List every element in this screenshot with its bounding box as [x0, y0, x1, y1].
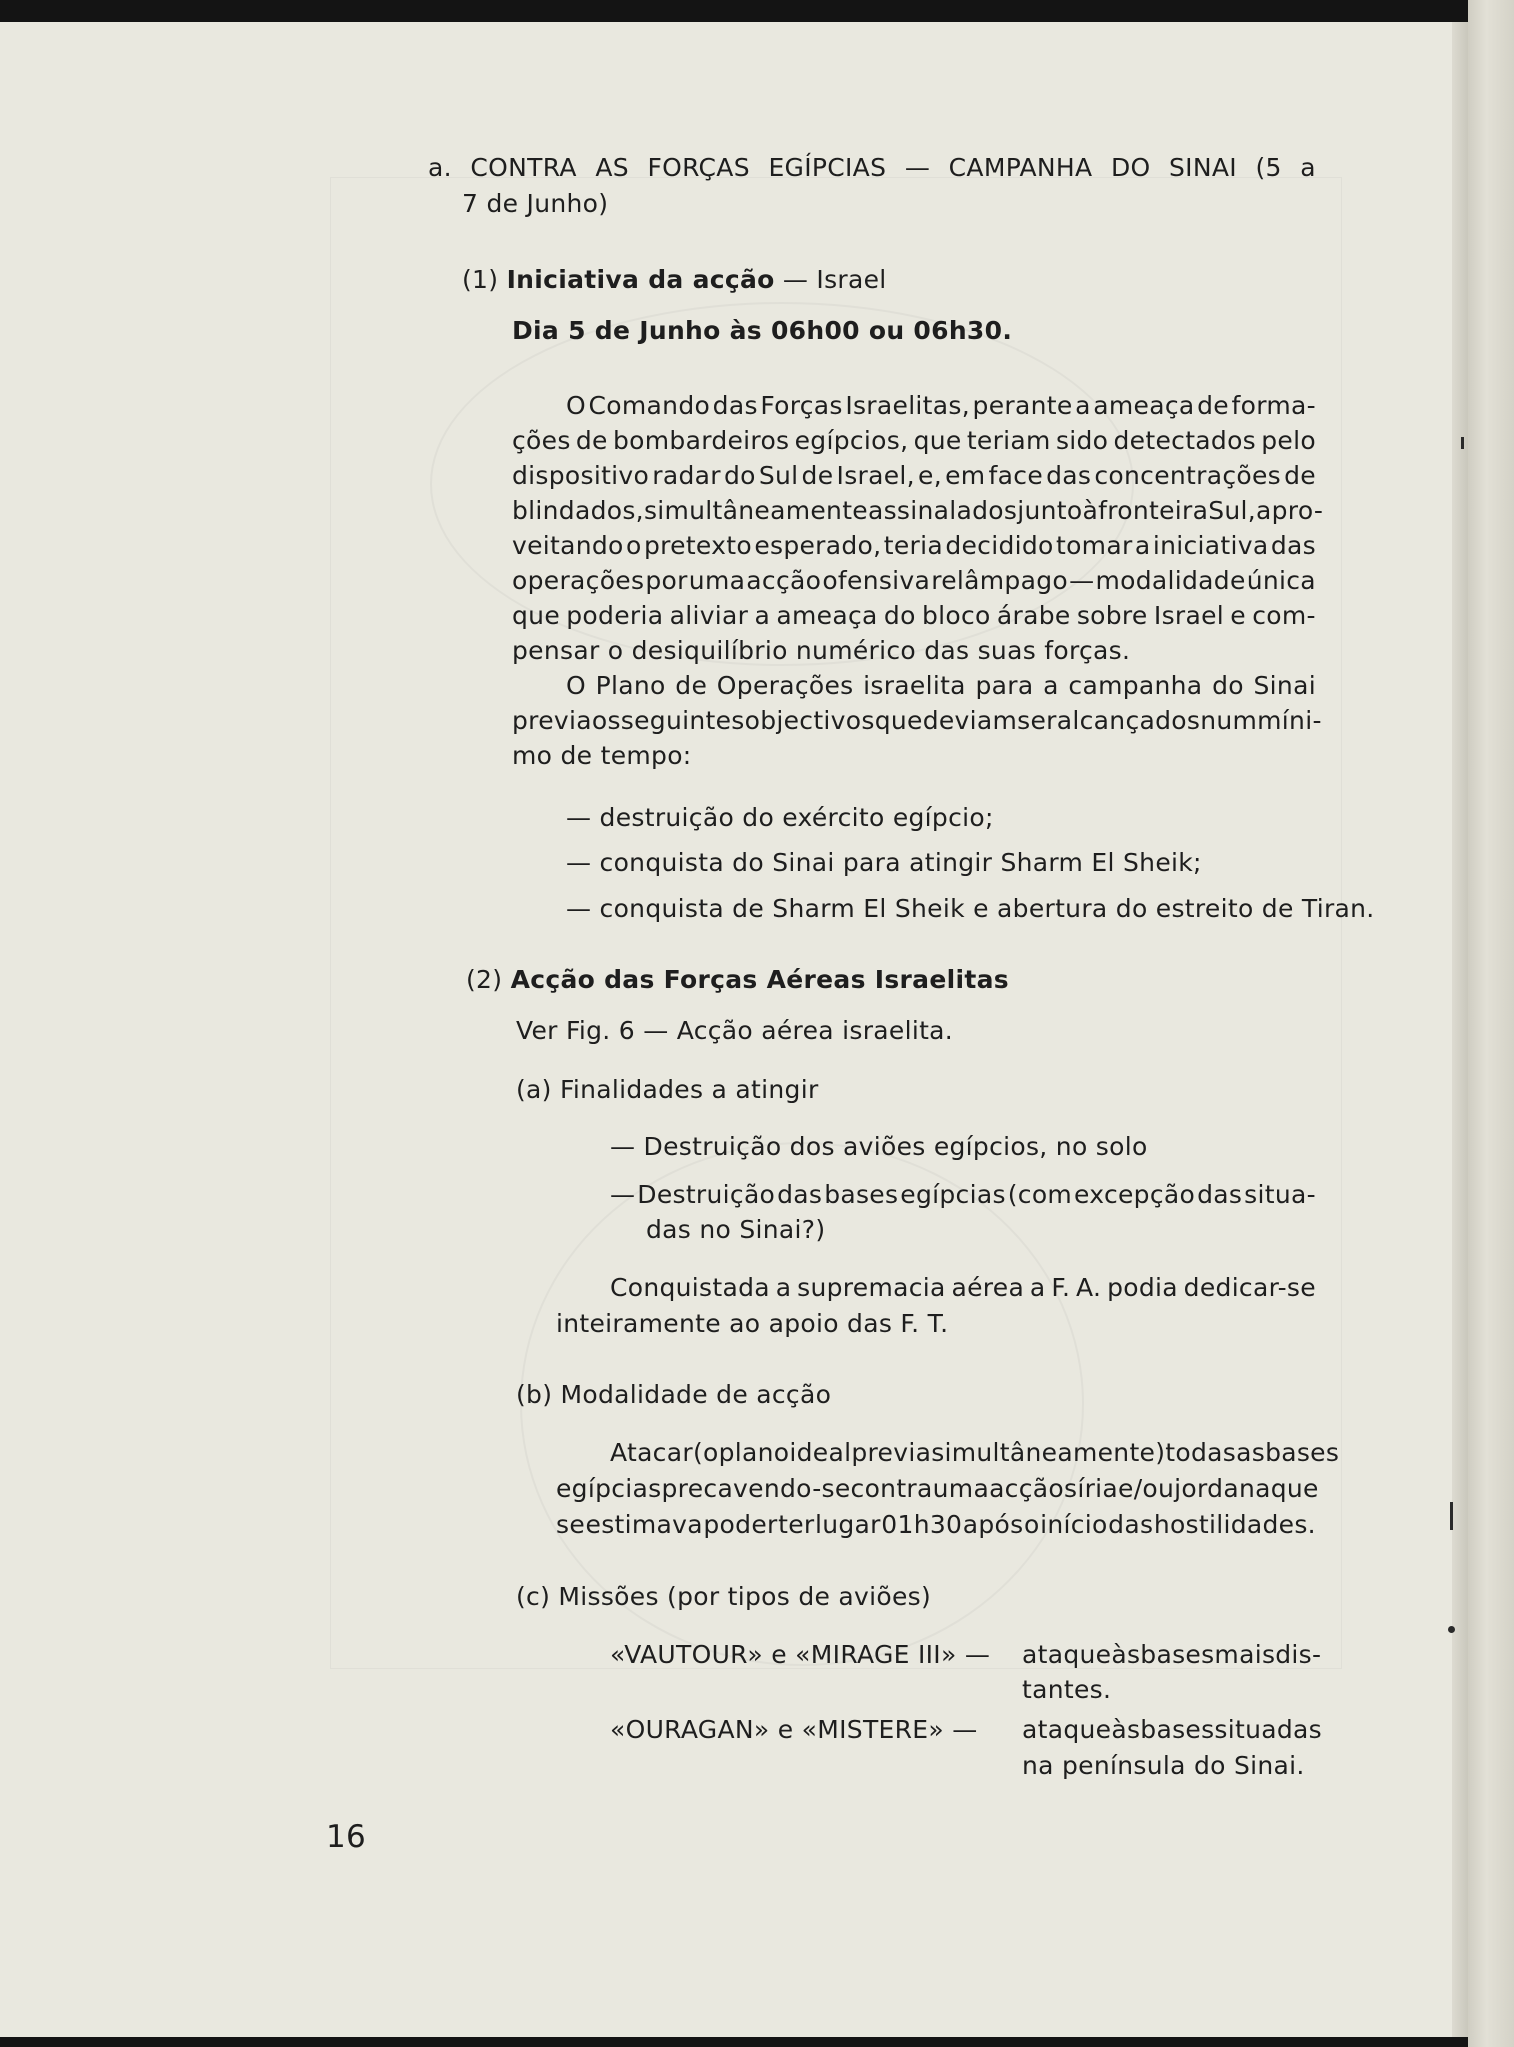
paragraph-text-word: uma: [932, 1474, 990, 1503]
page-spine-shadow: [1452, 22, 1468, 2037]
paragraph-text-word: poderia: [566, 601, 664, 630]
paragraph-text-word: aliviar: [669, 601, 749, 630]
paragraph-text-word: se: [556, 1510, 586, 1539]
section-heading-text-word: —: [904, 153, 931, 182]
paragraph-text-word: que: [512, 601, 560, 630]
paragraph-text-word: ofensiva: [822, 566, 931, 595]
paragraph-text-word: precavendo-se: [661, 1474, 851, 1503]
paragraph-text-word: alcançados: [1056, 706, 1201, 735]
item-c-heading: (c) Missões (por tipos de aviões): [516, 1582, 932, 1611]
paragraph-text-word: iniciativa: [1152, 531, 1269, 560]
paragraph-text-word: a: [754, 601, 771, 630]
paragraph-text-word: pelo: [1261, 426, 1316, 455]
paragraph-text-word: lugar: [815, 1510, 881, 1539]
paragraph-text-word: blindados,: [512, 496, 644, 525]
subsection-2-heading: [466, 962, 1009, 997]
paragraph-text-word: perante: [972, 391, 1073, 420]
paragraph-text-word: apro-: [1256, 496, 1324, 525]
mission-task-text-word: bases: [1140, 1640, 1215, 1669]
paragraph-text-word: Comando: [588, 391, 711, 420]
paragraph-text-word: plano: [718, 1438, 790, 1467]
mission-2-aircraft: «OURAGAN» e «MISTERE» —: [610, 1715, 978, 1744]
paragraph-text-word: à: [1082, 496, 1099, 525]
paragraph-text-word: do: [723, 461, 756, 490]
paragraph-text-word: das: [1270, 531, 1316, 560]
objective-item: — conquista de Sharm El Sheik e abertura do estreito de Tiran.: [566, 894, 1375, 923]
mission-task-text-word: bases: [1140, 1715, 1215, 1744]
paragraph-text-word: tomar: [1055, 531, 1133, 560]
section-heading-text-word: SINAI: [1169, 153, 1237, 182]
paragraph-text-word: 01h30: [881, 1510, 963, 1539]
bullet-text-word: bases: [824, 1180, 899, 1209]
mission-task-text-word: às: [1111, 1715, 1141, 1744]
paragraph-text-word: face: [988, 461, 1043, 490]
item-b-heading: (b) Modalidade de acção: [516, 1380, 832, 1409]
paragraph-text-word: de: [1197, 391, 1229, 420]
paragraph-line: [556, 1471, 1319, 1506]
paragraph-text-word: objectivos: [744, 706, 875, 735]
paragraph-text-word: Forças: [760, 391, 843, 420]
paragraph-text-word: ções: [512, 426, 571, 455]
paragraph-text-word: Plano: [595, 671, 666, 700]
paragraph-text-word: das: [1046, 461, 1092, 490]
paragraph-text-word: num: [1200, 706, 1258, 735]
item-a-heading: (a) Finalidades a atingir: [516, 1075, 819, 1104]
objective-item: — conquista do Sinai para atingir Sharm El Sheik;: [566, 848, 1202, 877]
section-heading-text-word: CONTRA: [470, 153, 577, 182]
section-heading-line-2: 7 de Junho): [462, 189, 609, 218]
section-heading-text-word: EGÍPCIAS: [768, 153, 887, 182]
paragraph-text-word: ameaça: [776, 601, 878, 630]
paragraph-text-word: que: [874, 706, 923, 735]
paragraph-text-word: sobre: [1076, 601, 1148, 630]
section-heading-text-word: FORÇAS: [647, 153, 750, 182]
paragraph-text-word: do: [883, 601, 916, 630]
paragraph-text-word: ser: [1017, 706, 1057, 735]
paragraph-text-word: Conquistada: [610, 1273, 770, 1302]
item-a-bullet: — Destruição dos aviões egípcios, no solo: [610, 1132, 1148, 1161]
mission-2-task: [1022, 1712, 1322, 1747]
paragraph-text-word: estimava: [585, 1510, 703, 1539]
bullet-text-word: —: [610, 1180, 636, 1209]
paragraph-text-word: acção: [989, 1474, 1064, 1503]
paragraph-text-word: operações: [512, 566, 645, 595]
paragraph-text-word: relâmpago: [931, 566, 1068, 595]
paragraph-line: inteiramente ao apoio das F. T.: [556, 1309, 949, 1338]
objective-item: — destruição do exército egípcio;: [566, 803, 994, 832]
paragraph-text-word: supremacia: [797, 1273, 946, 1302]
paragraph-text-word: campanha: [1068, 671, 1203, 700]
subsection-subtitle: — Israel: [774, 265, 887, 294]
paragraph-text-word: com-: [1252, 601, 1316, 630]
paragraph-text-word: deviam: [922, 706, 1018, 735]
subsection-title: Acção das Forças Aéreas Israelitas: [510, 965, 1009, 994]
paragraph-text-word: sido: [1055, 426, 1109, 455]
section-heading-line-1: [428, 150, 1316, 185]
mission-task-text-word: ataque: [1022, 1715, 1112, 1744]
paragraph-text-word: bloco: [921, 601, 991, 630]
paragraph-text-word: a: [775, 1273, 792, 1302]
paragraph-text-word: Operações: [716, 671, 854, 700]
paragraph-text-word: a: [1043, 671, 1059, 700]
paragraph-text-word: junto: [1017, 496, 1083, 525]
subsection-title: Iniciativa da acção: [506, 265, 775, 294]
paragraph-text-word: Atacar: [610, 1438, 693, 1467]
bullet-text-word: excepção: [1074, 1180, 1196, 1209]
paragraph-text-word: aérea: [951, 1273, 1025, 1302]
paragraph-text-word: de: [801, 461, 834, 490]
figure-reference: Ver Fig. 6 — Acção aérea israelita.: [516, 1016, 954, 1045]
paragraph-line: pensar o desiquilíbrio numérico das suas forças.: [512, 636, 1131, 665]
paragraph-text-word: israelita: [863, 671, 966, 700]
paragraph-text-word: uma: [688, 566, 746, 595]
paragraph-text-word: forma-: [1231, 391, 1316, 420]
subsection-number: (2): [466, 965, 503, 994]
edge-mark: [1461, 437, 1464, 449]
paragraph-text-word: dedicar-se: [1183, 1273, 1316, 1302]
paragraph-text-word: a: [1075, 391, 1091, 420]
paragraph-text-word: simultâneamente): [931, 1438, 1166, 1467]
edge-mark: [1448, 1626, 1455, 1633]
paragraph-text-word: O: [566, 671, 586, 700]
mission-1-aircraft: «VAUTOUR» e «MIRAGE III» —: [610, 1640, 991, 1669]
book-page-edge: [1468, 0, 1514, 2047]
paragraph-text-word: poder: [703, 1510, 778, 1539]
paragraph-text-word: o: [1024, 1510, 1040, 1539]
mission-1-task: [1022, 1637, 1322, 1672]
paragraph-text-word: Israelitas,: [845, 391, 970, 420]
paragraph-text-word: previa: [512, 706, 592, 735]
paragraph-text-word: veitando: [512, 531, 624, 560]
paragraph-text-word: as: [1236, 1438, 1266, 1467]
date-line: Dia 5 de Junho às 06h00 ou 06h30.: [512, 316, 1013, 345]
paragraph-text-word: previa: [851, 1438, 932, 1467]
paragraph-text-word: egípcios,: [794, 426, 909, 455]
paragraph-text-word: que: [913, 426, 962, 455]
paragraph-line: [512, 528, 1316, 563]
paragraph-text-word: teria: [883, 531, 943, 560]
paragraph-text-word: e: [1230, 601, 1246, 630]
paragraph-text-word: teriam: [966, 426, 1051, 455]
mission-task-text-word: dis-: [1275, 1640, 1322, 1669]
item-a-bullet: [610, 1177, 1316, 1212]
paragraph-line: [610, 1435, 1340, 1470]
paragraph-text-word: assinalados: [867, 496, 1018, 525]
paragraph-text-word: síria: [1064, 1474, 1119, 1503]
mission-task-text-word: mais: [1214, 1640, 1276, 1669]
paragraph-text-word: A.: [1076, 1273, 1102, 1302]
paragraph-text-word: detectados: [1113, 426, 1257, 455]
mission-task-text-word: situadas: [1214, 1715, 1322, 1744]
paragraph-text-word: de: [1284, 461, 1316, 490]
paragraph-line: [512, 563, 1316, 598]
paragraph-text-word: míni-: [1257, 706, 1322, 735]
paragraph-text-word: esperado,: [754, 531, 882, 560]
paragraph-text-word: Sul,: [1208, 496, 1257, 525]
paragraph-text-word: e,: [918, 461, 942, 490]
paragraph-text-word: jordana: [1174, 1474, 1271, 1503]
bullet-text-word: das: [1197, 1180, 1243, 1209]
bullet-text-word: egípcias: [900, 1180, 1006, 1209]
paragraph-line: [566, 668, 1316, 703]
paragraph-text-word: árabe: [996, 601, 1071, 630]
paragraph-text-word: após: [962, 1510, 1024, 1539]
mission-2-task-continuation: na península do Sinai.: [1022, 1751, 1305, 1780]
page-number: 16: [326, 1819, 367, 1855]
paragraph-line: [610, 1270, 1316, 1305]
mission-1-task-continuation: tantes.: [1022, 1675, 1112, 1704]
paragraph-line: [512, 423, 1316, 458]
paragraph-text-word: dispositivo: [512, 461, 650, 490]
paragraph-text-word: ter: [778, 1510, 815, 1539]
paragraph-text-word: egípcias: [556, 1474, 662, 1503]
paragraph-text-word: de: [675, 671, 708, 700]
paragraph-line: [512, 493, 1324, 528]
paragraph-text-word: Sinai: [1253, 671, 1316, 700]
edge-mark: [1450, 1502, 1453, 1530]
bullet-text-word: das: [777, 1180, 823, 1209]
item-a-bullet-continuation: das no Sinai?): [646, 1215, 826, 1244]
paragraph-text-word: ameaça: [1093, 391, 1195, 420]
paragraph-text-word: do: [1212, 671, 1244, 700]
section-heading-text-word: a: [1300, 153, 1316, 182]
paragraph-text-word: —: [1069, 566, 1095, 595]
section-heading-text-word: CAMPANHA: [948, 153, 1093, 182]
paragraph-text-word: modalidade: [1095, 566, 1246, 595]
paragraph-text-word: Israel,: [836, 461, 915, 490]
paragraph-text-word: em: [945, 461, 986, 490]
paragraph-text-word: Sul: [758, 461, 799, 490]
paragraph-text-word: e/ou: [1118, 1474, 1175, 1503]
paragraph-line: [512, 703, 1322, 738]
paragraph-text-word: única: [1246, 566, 1316, 595]
paragraph-text-word: O: [566, 391, 586, 420]
paragraph-text-word: bases: [1265, 1438, 1340, 1467]
paragraph-text-word: das: [1108, 1510, 1154, 1539]
paragraph-text-word: das: [712, 391, 758, 420]
paragraph-text-word: radar: [652, 461, 721, 490]
paragraph-line: [512, 458, 1316, 493]
paragraph-text-word: todas: [1165, 1438, 1237, 1467]
paragraph-text-word: (o: [692, 1438, 719, 1467]
paragraph-text-word: pretexto: [643, 531, 752, 560]
paragraph-text-word: para: [975, 671, 1034, 700]
document-page: [0, 22, 1468, 2037]
paragraph-text-word: Israel: [1153, 601, 1225, 630]
paragraph-line: [512, 598, 1316, 633]
paragraph-text-word: início: [1040, 1510, 1108, 1539]
paragraph-text-word: a: [1134, 531, 1151, 560]
subsection-1-heading: [462, 262, 887, 297]
paragraph-text-word: fronteira: [1098, 496, 1209, 525]
paragraph-text-word: ideal: [789, 1438, 852, 1467]
subsection-number: (1): [462, 265, 499, 294]
paragraph-text-word: de: [575, 426, 608, 455]
paragraph-text-word: contra: [850, 1474, 933, 1503]
mission-task-text-word: ataque: [1022, 1640, 1112, 1669]
paragraph-text-word: concentrações: [1094, 461, 1281, 490]
bullet-text-word: (com: [1007, 1180, 1073, 1209]
paragraph-text-word: decidido: [945, 531, 1054, 560]
paragraph-line: mo de tempo:: [512, 741, 692, 770]
paragraph-text-word: por: [645, 566, 688, 595]
paragraph-text-word: a: [1029, 1273, 1046, 1302]
paragraph-text-word: podia: [1107, 1273, 1178, 1302]
section-heading-text-word: AS: [595, 153, 629, 182]
bullet-text-word: situa-: [1244, 1180, 1316, 1209]
mission-task-text-word: às: [1111, 1640, 1141, 1669]
section-heading-text-word: a.: [428, 153, 452, 182]
paragraph-line: [566, 388, 1316, 423]
paragraph-text-word: acção: [746, 566, 822, 595]
paragraph-text-word: seguintes: [620, 706, 745, 735]
paragraph-text-word: o: [626, 531, 642, 560]
paragraph-text-word: F.: [1051, 1273, 1071, 1302]
paragraph-text-word: hostilidades.: [1153, 1510, 1316, 1539]
paragraph-text-word: bombardeiros: [612, 426, 790, 455]
bullet-text-word: Destruição: [637, 1180, 776, 1209]
section-heading-text-word: DO: [1110, 153, 1151, 182]
section-heading-text-word: (5: [1255, 153, 1282, 182]
paragraph-text-word: simultâneamente: [643, 496, 868, 525]
paragraph-text-word: os: [591, 706, 621, 735]
paragraph-line: [556, 1507, 1316, 1542]
paragraph-text-word: que: [1270, 1474, 1319, 1503]
